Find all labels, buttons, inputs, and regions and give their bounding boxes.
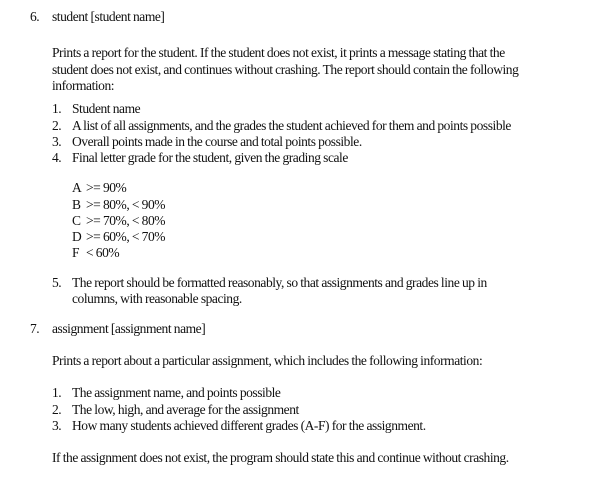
list-item: Overall points made in the course and total points possible.	[72, 134, 362, 149]
grade-letter: F	[72, 245, 80, 260]
list-number: 4.	[52, 150, 62, 165]
list-item: Student name	[72, 101, 141, 116]
intro-line: Prints a report for the student. If the student does not exist, it prints a message stating that the	[52, 45, 505, 60]
section-heading: student [student name]	[52, 9, 165, 24]
list-item: Final letter grade for the student, given the grading scale	[72, 150, 348, 165]
list-item: How many students achieved different grades (A-F) for the assignment.	[72, 418, 426, 433]
list-item: A list of all assignments, and the grades the student achieved for them and points possible	[72, 118, 511, 133]
grade-range: >= 80%, < 90%	[86, 197, 166, 212]
intro-line: information:	[52, 78, 115, 93]
section-number: 6.	[30, 9, 40, 24]
grade-letter: D	[72, 229, 82, 244]
grade-range: >= 70%, < 80%	[86, 213, 166, 228]
grade-range: >= 90%	[86, 180, 127, 195]
grade-range: >= 60%, < 70%	[86, 229, 166, 244]
grade-letter: C	[72, 213, 81, 228]
intro-line: student does not exist, and continues without crashing. The report should contain the following	[52, 62, 519, 77]
list-number: 3.	[52, 134, 62, 149]
list-number: 1.	[52, 385, 62, 400]
grade-letter: A	[72, 180, 82, 195]
section-heading: assignment [assignment name]	[52, 321, 206, 336]
grade-range: < 60%	[86, 245, 120, 260]
list-item: The assignment name, and points possible	[72, 385, 281, 400]
list-item: The report should be formatted reasonably, so that assignments and grades line up in	[72, 275, 487, 290]
list-item: The low, high, and average for the assignment	[72, 402, 299, 417]
closing-paragraph: If the assignment does not exist, the program should state this and continue without crashing.	[52, 450, 509, 465]
list-number: 2.	[52, 402, 62, 417]
grade-letter: B	[72, 197, 81, 212]
list-item-continuation: columns, with reasonable spacing.	[72, 291, 242, 306]
list-number: 5.	[52, 275, 62, 290]
intro-line: Prints a report about a particular assignment, which includes the following information:	[52, 353, 483, 368]
section-number: 7.	[30, 321, 40, 336]
list-number: 1.	[52, 101, 62, 116]
list-number: 3.	[52, 418, 62, 433]
list-number: 2.	[52, 118, 62, 133]
